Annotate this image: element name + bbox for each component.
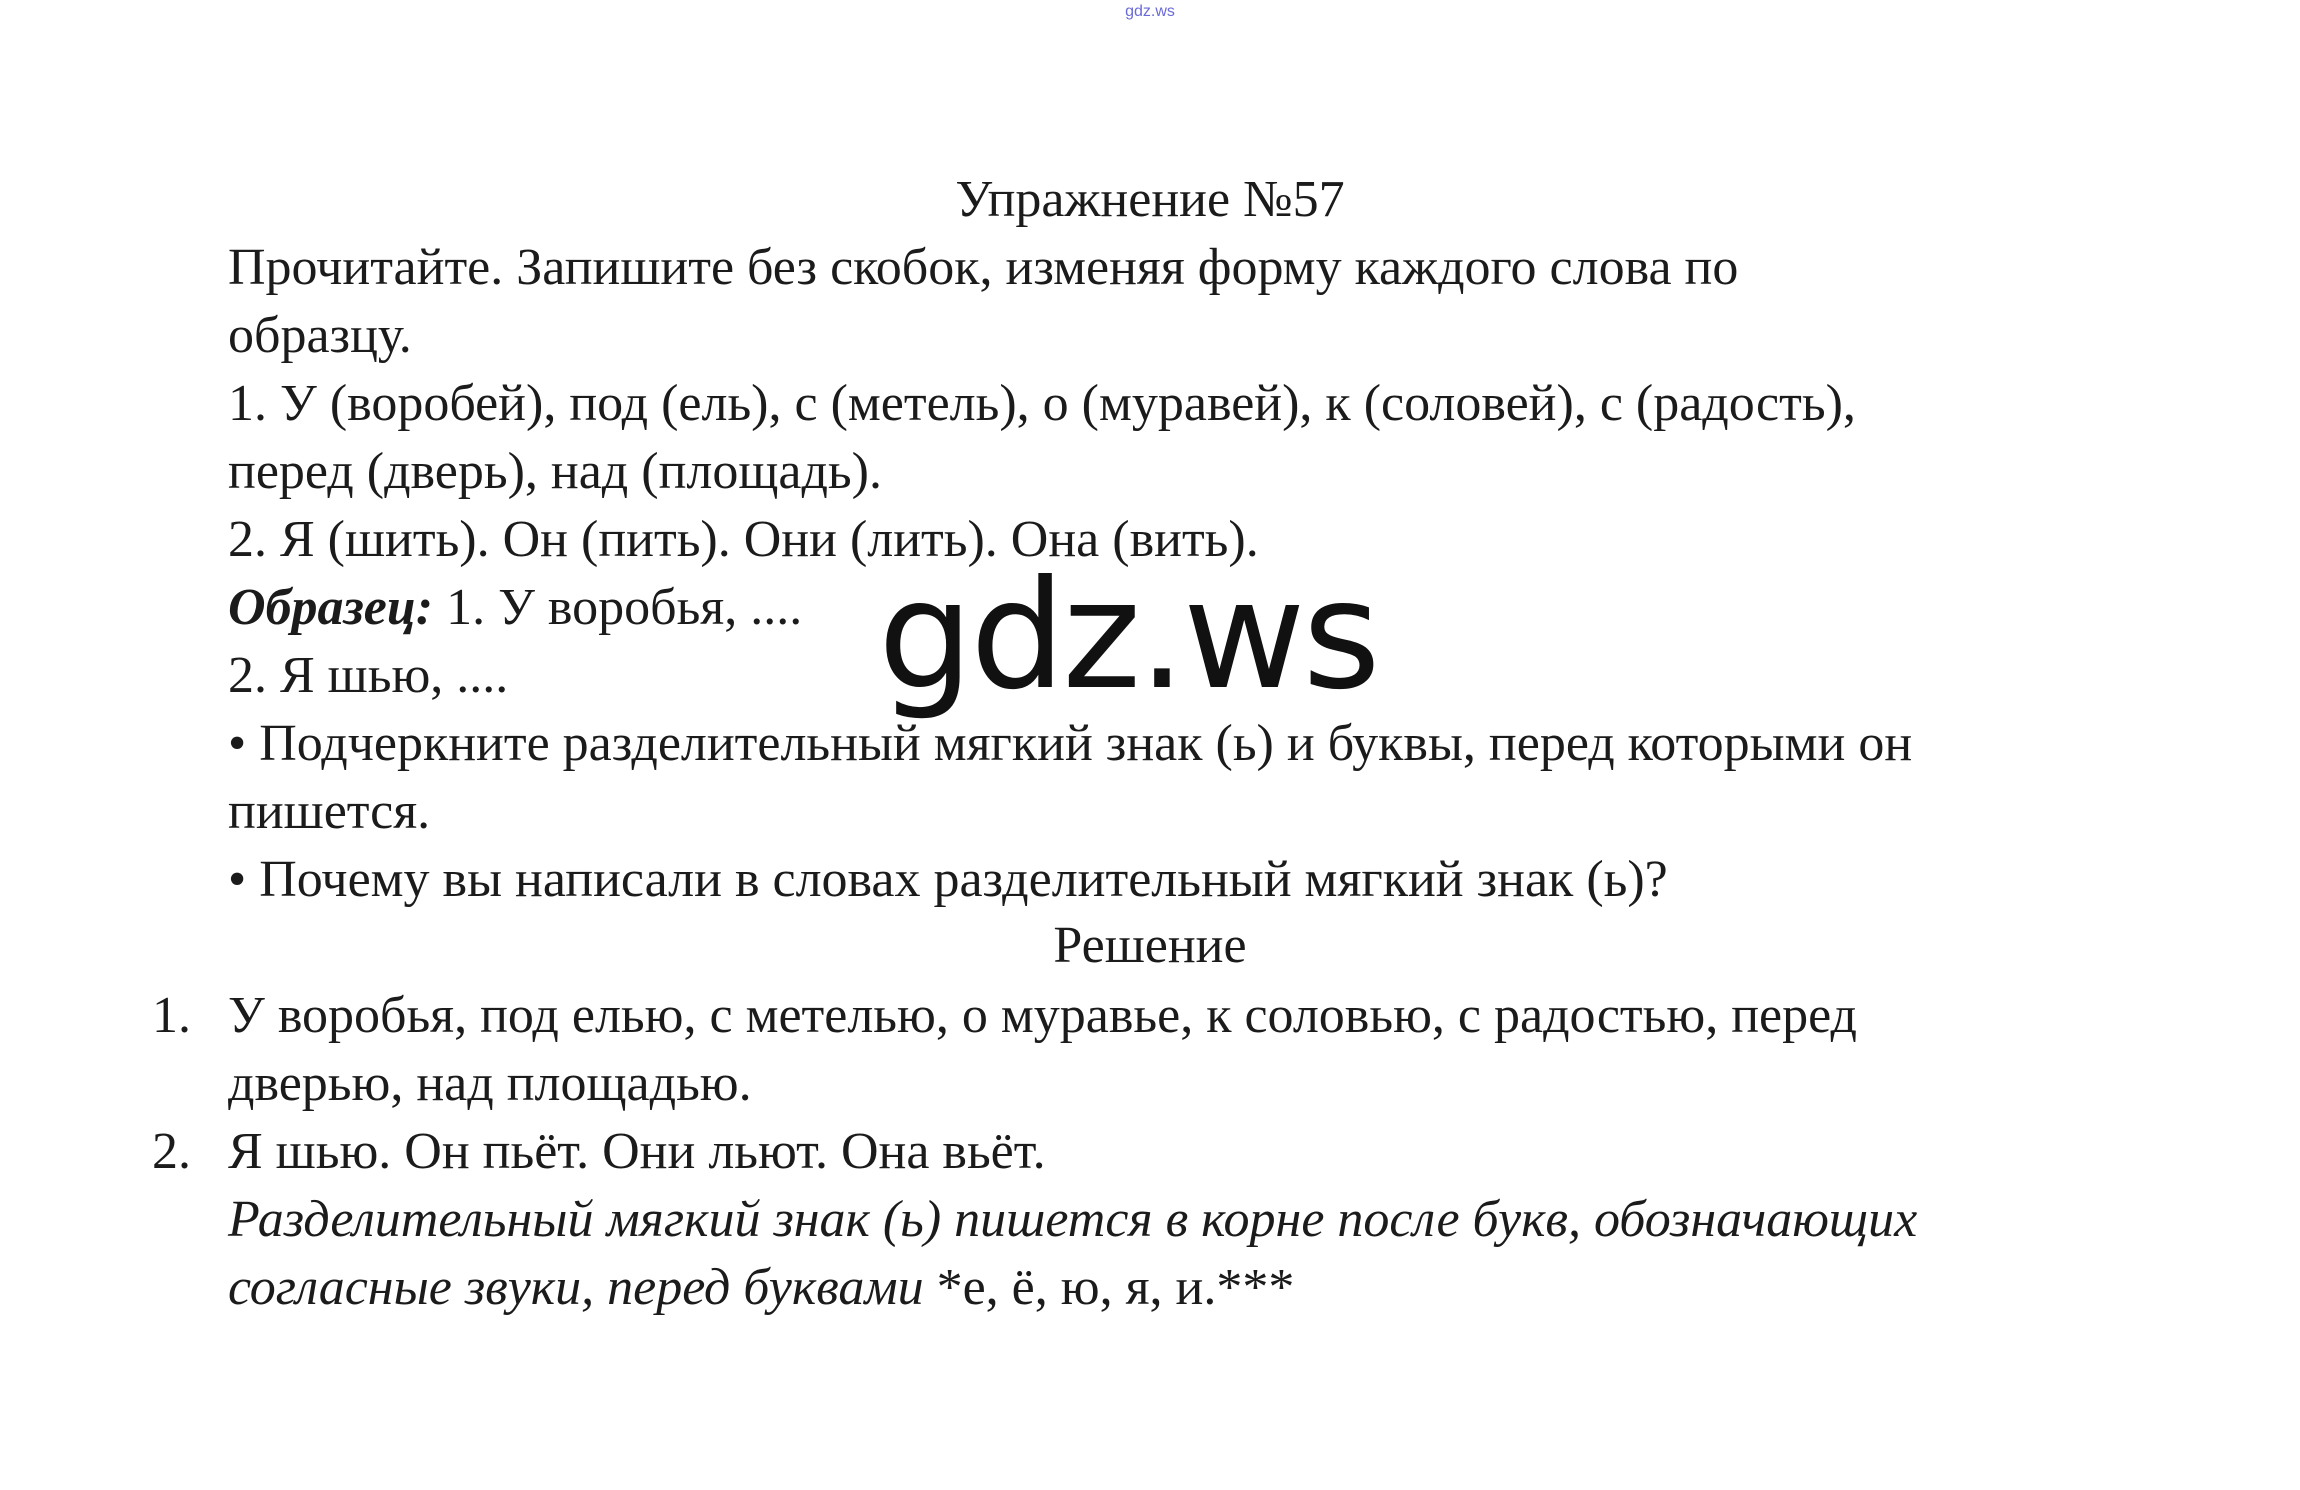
sample-line-2: 2. Я шью, .... [228,647,509,704]
site-mark: gdz.ws [1125,3,1175,20]
explanation-line-2-italic: согласные звуки, перед буквами [228,1259,937,1316]
bullet-1: • Подчеркните разделительный мягкий знак (ь) и буквы, перед которыми он [228,715,1913,772]
exercise-title: Упражнение №57 [955,171,1345,228]
task-line-2: образцу. [228,307,412,364]
sample-text-1: 1. У воробья, .... [433,579,803,636]
solution-item-1-line-2: дверью, над площадью. [228,1055,752,1112]
task-line-3: 1. У (воробей), под (ель), с (метель), о (муравей), к (соловей), с (радость), [228,375,1856,432]
explanation-line-1: Разделительный мягкий знак (ь) пишется в корне после букв, обозначающих [228,1191,1918,1248]
watermark-logo: gdz.ws [878,549,1378,723]
solution-heading: Решение [1053,917,1247,974]
solution-item-2-number: 2. [152,1123,191,1180]
explanation-line-2-letters: *е, ё, ю, я, и.*** [936,1259,1295,1316]
task-line-5: 2. Я (шить). Он (пить). Они (лить). Она (вить). [228,511,1259,568]
sample-label: Образец: [228,579,434,636]
task-line-1: Прочитайте. Запишите без скобок, изменяя форму каждого слова по [228,239,1739,296]
solution-item-2-line: Я шью. Он пьёт. Они льют. Она вьёт. [228,1123,1046,1180]
task-line-4: перед (дверь), над (площадь). [228,443,882,500]
explanation-line-2 [228,1254,1294,1322]
solution-item-1-line-1: У воробья, под елью, с метелью, о муравье, к соловью, с радостью, перед [228,987,1857,1044]
bullet-2: • Почему вы написали в словах разделительный мягкий знак (ь)? [228,851,1668,908]
sample-line-1 [228,574,802,642]
solution-item-1-number: 1. [152,987,191,1044]
bullet-1-continued: пишется. [228,783,431,840]
